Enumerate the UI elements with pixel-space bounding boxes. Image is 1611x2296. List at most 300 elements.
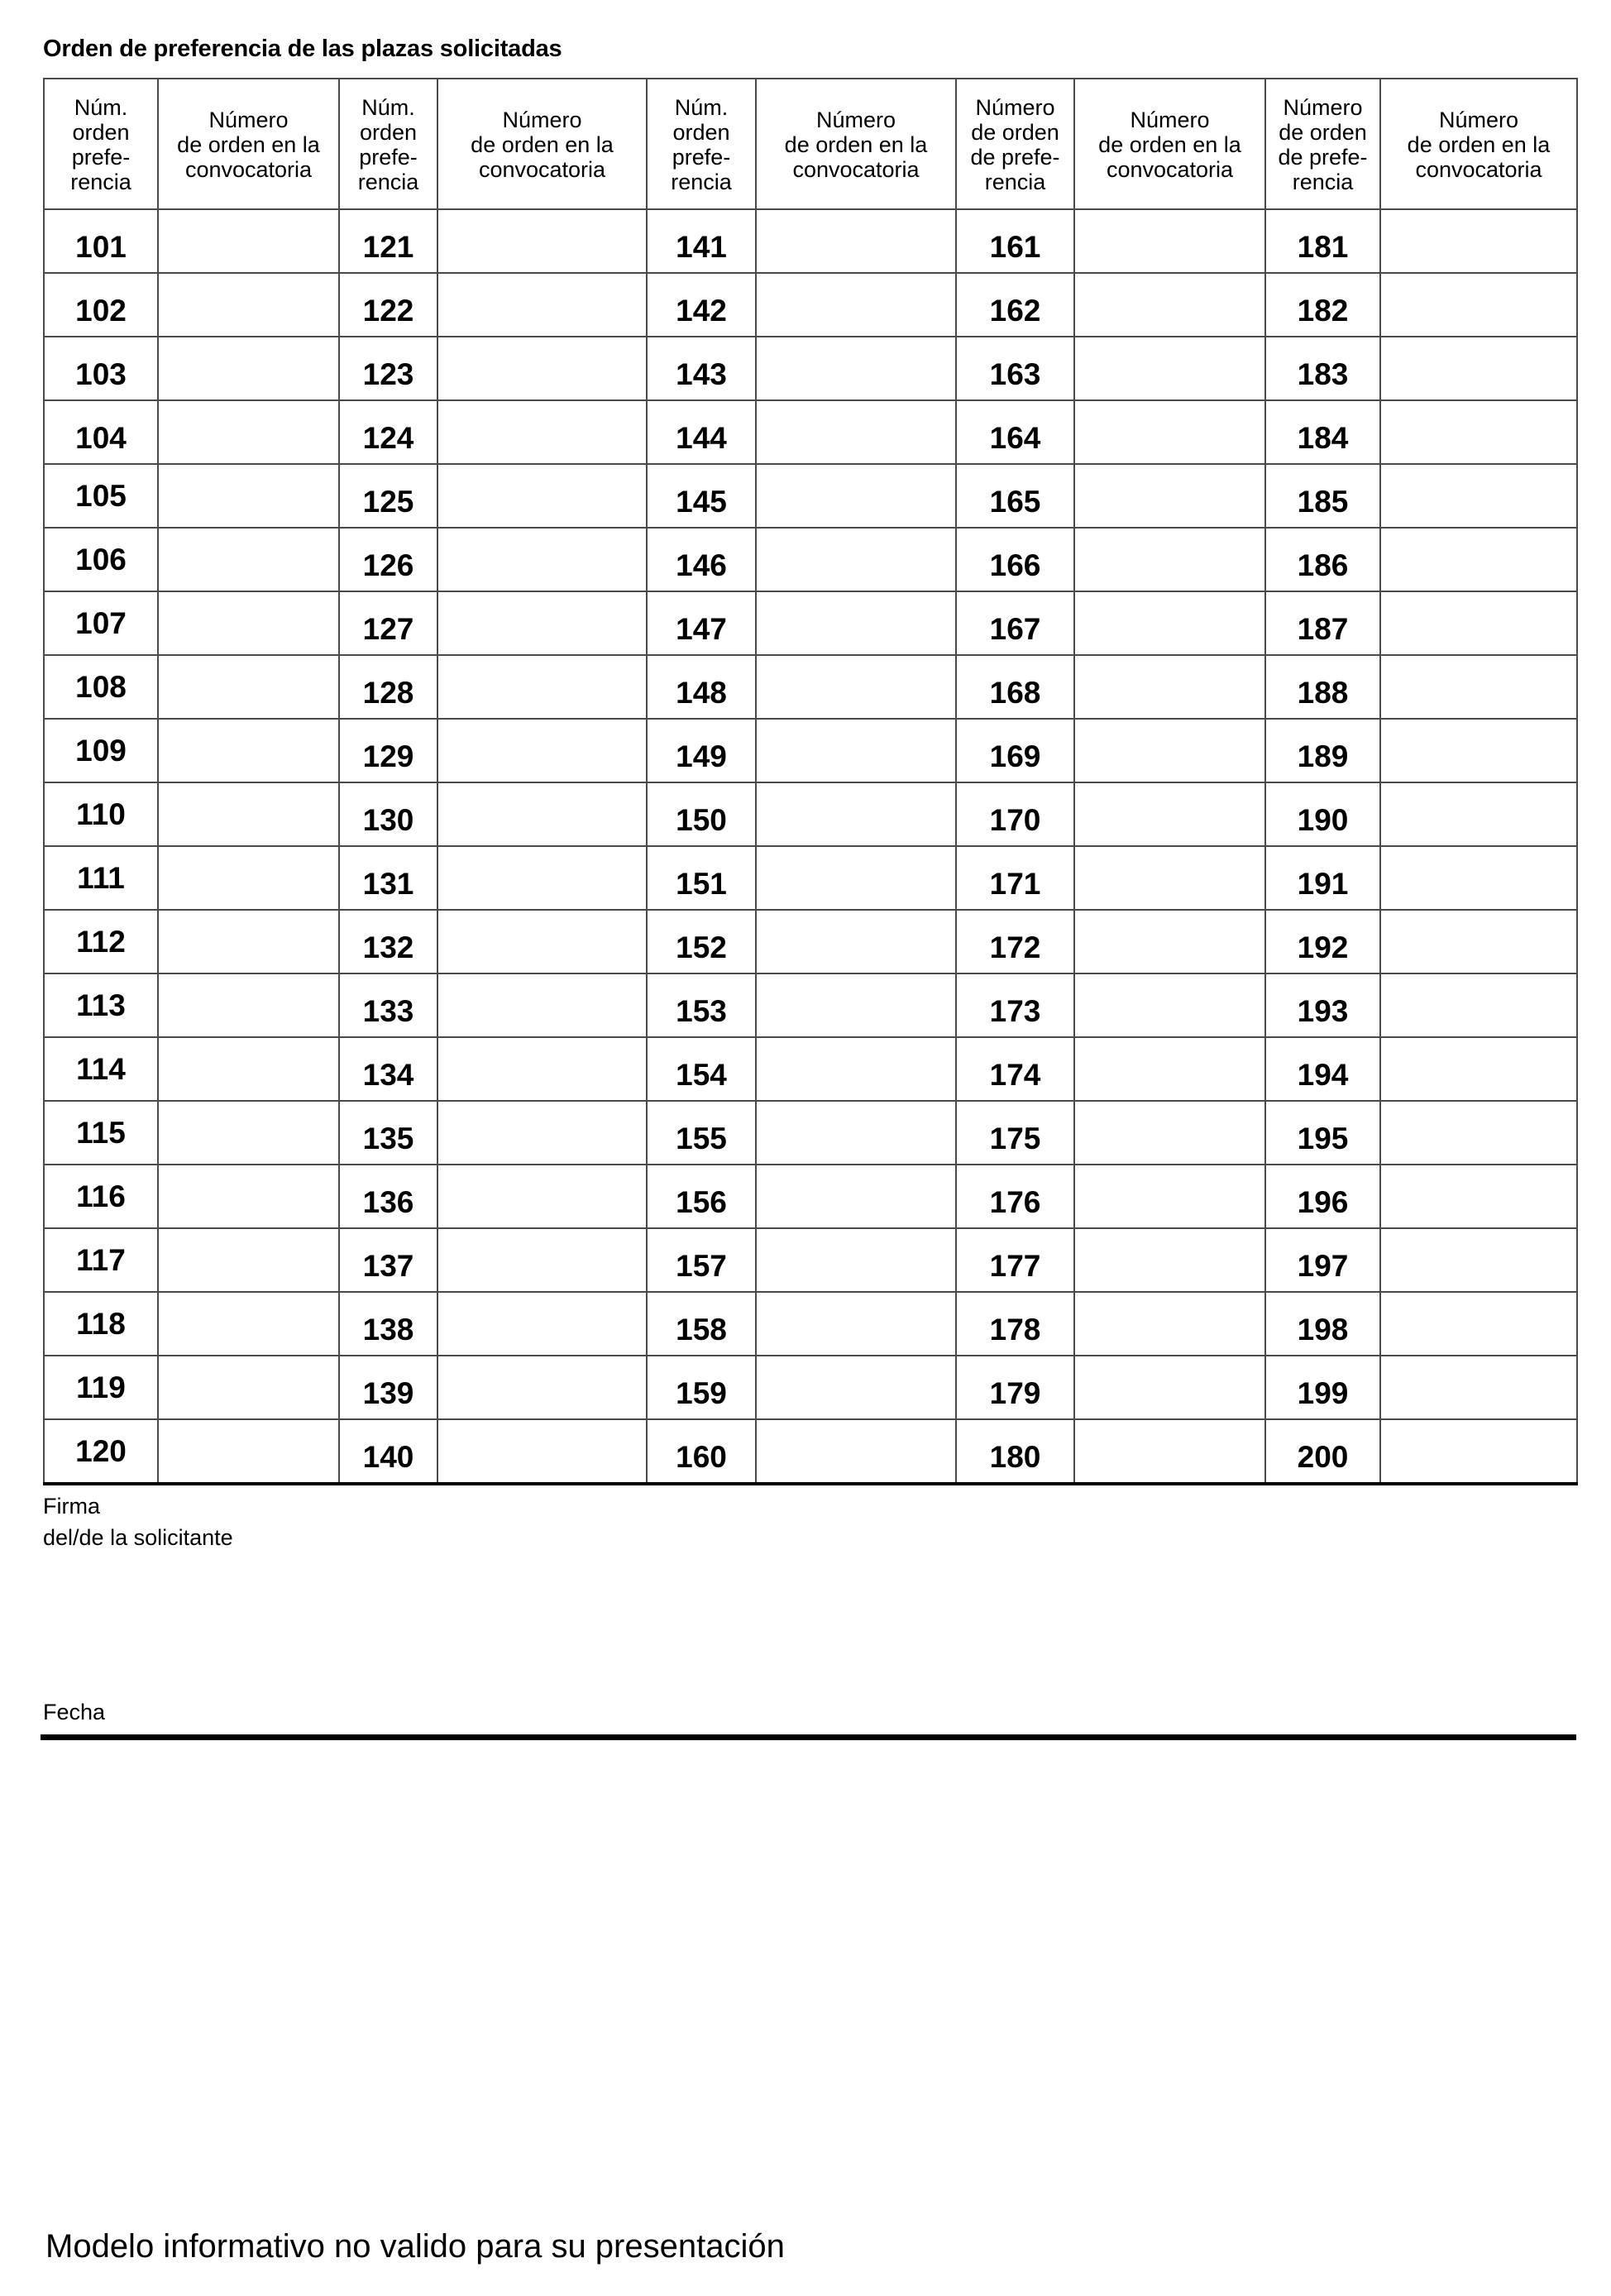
- preference-number: 156: [676, 1184, 727, 1219]
- preference-number: 133: [362, 993, 414, 1028]
- preference-number: 109: [75, 733, 127, 768]
- header-line: de prefe-: [1278, 145, 1368, 170]
- call-order-number-field[interactable]: [437, 209, 647, 273]
- preference-number: 157: [676, 1248, 727, 1283]
- header-line: prefe-: [359, 145, 418, 170]
- header-call-order-number: [158, 79, 339, 209]
- call-order-number-field[interactable]: [1074, 1101, 1265, 1165]
- call-order-number-field[interactable]: [437, 719, 647, 782]
- preference-number: 196: [1297, 1184, 1349, 1219]
- preference-number-cell: [44, 1292, 158, 1356]
- header-line: Número: [1130, 108, 1210, 132]
- preference-number-cell: [339, 273, 437, 337]
- preference-number-cell: [956, 655, 1074, 719]
- preference-number: 155: [676, 1121, 727, 1155]
- preference-number-cell: [956, 591, 1074, 655]
- preference-number-cell: [1265, 1101, 1380, 1165]
- preference-number: 190: [1297, 802, 1349, 837]
- call-order-number-field[interactable]: [1074, 1165, 1265, 1228]
- header-line: Núm.: [74, 95, 128, 120]
- preference-number: 183: [1297, 356, 1349, 391]
- preference-number: 124: [362, 420, 414, 455]
- call-order-number-field[interactable]: [158, 910, 339, 973]
- preference-number: 145: [676, 484, 727, 519]
- preference-number-cell: [647, 1037, 756, 1101]
- header-line: convocatoria: [1415, 157, 1542, 182]
- preference-number: 172: [989, 930, 1041, 964]
- table-header-row: [44, 79, 1577, 209]
- preference-number: 140: [362, 1439, 414, 1474]
- preference-number: 126: [362, 548, 414, 582]
- preference-number: 118: [76, 1306, 126, 1341]
- preference-number: 120: [75, 1433, 127, 1468]
- table-row: [44, 337, 1577, 400]
- call-order-number-field[interactable]: [158, 655, 339, 719]
- preference-number: 199: [1297, 1375, 1349, 1410]
- preference-number-cell: [44, 846, 158, 910]
- preference-number-cell: [339, 1356, 437, 1419]
- call-order-number-field[interactable]: [1380, 719, 1577, 782]
- preference-number-cell: [44, 910, 158, 973]
- preference-number: 117: [76, 1242, 126, 1277]
- preference-number: 129: [362, 739, 414, 773]
- preference-number: 165: [989, 484, 1041, 519]
- call-order-number-field[interactable]: [437, 1292, 647, 1356]
- preference-number: 143: [676, 356, 727, 391]
- call-order-number-field[interactable]: [1380, 1101, 1577, 1165]
- call-order-number-field[interactable]: [756, 846, 956, 910]
- preference-number-cell: [44, 337, 158, 400]
- call-order-number-field[interactable]: [158, 1101, 339, 1165]
- preference-number: 147: [676, 611, 727, 646]
- table-row: [44, 1228, 1577, 1292]
- header-line: rencia: [671, 170, 732, 194]
- call-order-number-field[interactable]: [437, 910, 647, 973]
- preference-number-cell: [956, 400, 1074, 464]
- call-order-number-field[interactable]: [1074, 719, 1265, 782]
- call-order-number-field[interactable]: [1380, 209, 1577, 273]
- preference-number: 119: [76, 1370, 126, 1404]
- call-order-number-field[interactable]: [158, 209, 339, 273]
- call-order-number-field[interactable]: [756, 337, 956, 400]
- preference-number-cell: [956, 528, 1074, 591]
- call-order-number-field[interactable]: [1380, 591, 1577, 655]
- call-order-number-field[interactable]: [158, 1228, 339, 1292]
- call-order-number-field[interactable]: [756, 910, 956, 973]
- header-preference-order: [647, 79, 756, 209]
- preference-number: 115: [76, 1115, 126, 1150]
- call-order-number-field[interactable]: [1074, 591, 1265, 655]
- preference-number-cell: [956, 719, 1074, 782]
- preference-number: 148: [676, 675, 727, 710]
- preference-number-cell: [647, 591, 756, 655]
- call-order-number-field[interactable]: [437, 1165, 647, 1228]
- preference-number-cell: [1265, 400, 1380, 464]
- preference-number-cell: [1265, 973, 1380, 1037]
- preference-number: 187: [1297, 611, 1349, 646]
- call-order-number-field[interactable]: [437, 1419, 647, 1484]
- call-order-number-field[interactable]: [756, 1356, 956, 1419]
- call-order-number-field[interactable]: [437, 655, 647, 719]
- preference-number: 136: [362, 1184, 414, 1219]
- table-row: [44, 464, 1577, 528]
- header-line: de orden en la: [784, 132, 928, 157]
- call-order-number-field[interactable]: [1074, 528, 1265, 591]
- call-order-number-field[interactable]: [158, 1165, 339, 1228]
- preference-number: 185: [1297, 484, 1349, 519]
- call-order-number-field[interactable]: [756, 1228, 956, 1292]
- call-order-number-field[interactable]: [1074, 1356, 1265, 1419]
- preference-number-cell: [339, 464, 437, 528]
- preference-number-cell: [339, 591, 437, 655]
- preference-number-cell: [339, 400, 437, 464]
- preference-number-cell: [44, 719, 158, 782]
- call-order-number-field[interactable]: [1380, 1228, 1577, 1292]
- preference-number-cell: [956, 1292, 1074, 1356]
- call-order-number-field[interactable]: [1074, 1419, 1265, 1484]
- preference-number-cell: [647, 1419, 756, 1484]
- table-row: [44, 400, 1577, 464]
- call-order-number-field[interactable]: [756, 591, 956, 655]
- table-row: [44, 1356, 1577, 1419]
- preference-number-cell: [956, 910, 1074, 973]
- preference-number: 151: [676, 866, 727, 901]
- preference-number-cell: [1265, 1292, 1380, 1356]
- preference-number-cell: [956, 464, 1074, 528]
- call-order-number-field[interactable]: [437, 1356, 647, 1419]
- preference-number-cell: [339, 337, 437, 400]
- preference-number: 130: [362, 802, 414, 837]
- preference-number: 167: [989, 611, 1041, 646]
- preference-number: 141: [676, 229, 727, 264]
- preference-number-cell: [44, 591, 158, 655]
- preference-number-cell: [339, 782, 437, 846]
- call-order-number-field[interactable]: [1380, 273, 1577, 337]
- call-order-number-field[interactable]: [1380, 1165, 1577, 1228]
- preference-number-cell: [1265, 209, 1380, 273]
- header-line: Número: [502, 108, 582, 132]
- preference-number: 175: [989, 1121, 1041, 1155]
- preference-number: 188: [1297, 675, 1349, 710]
- call-order-number-field[interactable]: [437, 1228, 647, 1292]
- call-order-number-field[interactable]: [1074, 655, 1265, 719]
- header-call-order-number: [437, 79, 647, 209]
- preference-number-cell: [1265, 846, 1380, 910]
- header-line: orden: [672, 120, 730, 145]
- preference-number: 170: [989, 802, 1041, 837]
- preference-number: 122: [362, 293, 414, 328]
- header-call-order-number: [1074, 79, 1265, 209]
- call-order-number-field[interactable]: [1380, 528, 1577, 591]
- preference-number-cell: [339, 910, 437, 973]
- call-order-number-field[interactable]: [756, 400, 956, 464]
- table-row: [44, 1101, 1577, 1165]
- preference-number: 113: [76, 988, 126, 1022]
- preference-number-cell: [956, 846, 1074, 910]
- preference-number: 137: [362, 1248, 414, 1283]
- preference-number: 121: [362, 229, 414, 264]
- call-order-number-field[interactable]: [1380, 464, 1577, 528]
- preference-number-cell: [647, 973, 756, 1037]
- preference-number-cell: [647, 1356, 756, 1419]
- call-order-number-field[interactable]: [437, 1101, 647, 1165]
- call-order-number-field[interactable]: [1074, 910, 1265, 973]
- preference-number: 112: [76, 924, 126, 959]
- signature-label-line1: Firma: [43, 1494, 100, 1519]
- call-order-number-field[interactable]: [1074, 782, 1265, 846]
- preference-number: 166: [989, 548, 1041, 582]
- preference-number: 192: [1297, 930, 1349, 964]
- call-order-number-field[interactable]: [1380, 846, 1577, 910]
- header-line: rencia: [357, 170, 419, 194]
- call-order-number-field[interactable]: [756, 1037, 956, 1101]
- preference-number: 173: [989, 993, 1041, 1028]
- call-order-number-field[interactable]: [437, 591, 647, 655]
- call-order-number-field[interactable]: [437, 273, 647, 337]
- preference-number: 152: [676, 930, 727, 964]
- table-row: [44, 591, 1577, 655]
- call-order-number-field[interactable]: [756, 1101, 956, 1165]
- preference-number-cell: [647, 719, 756, 782]
- preference-number-cell: [647, 1292, 756, 1356]
- call-order-number-field[interactable]: [158, 1356, 339, 1419]
- preference-number: 160: [676, 1439, 727, 1474]
- preference-number: 171: [989, 866, 1041, 901]
- call-order-number-field[interactable]: [158, 273, 339, 337]
- preference-number: 131: [362, 866, 414, 901]
- preference-number-cell: [339, 209, 437, 273]
- preference-number: 142: [676, 293, 727, 328]
- preference-number: 146: [676, 548, 727, 582]
- date-divider: [41, 1734, 1576, 1740]
- preference-number: 200: [1297, 1439, 1349, 1474]
- preference-number-cell: [956, 1037, 1074, 1101]
- header-line: prefe-: [71, 145, 131, 170]
- call-order-number-field[interactable]: [158, 591, 339, 655]
- call-order-number-field[interactable]: [437, 528, 647, 591]
- call-order-number-field[interactable]: [158, 846, 339, 910]
- call-order-number-field[interactable]: [1074, 209, 1265, 273]
- table-body: [44, 209, 1577, 1484]
- call-order-number-field[interactable]: [1074, 337, 1265, 400]
- call-order-number-field[interactable]: [437, 782, 647, 846]
- preference-number-cell: [1265, 528, 1380, 591]
- table-row: [44, 910, 1577, 973]
- call-order-number-field[interactable]: [756, 782, 956, 846]
- header-preference-order: [44, 79, 158, 209]
- call-order-number-field[interactable]: [158, 400, 339, 464]
- preference-number-cell: [339, 655, 437, 719]
- header-preference-order: [1265, 79, 1380, 209]
- call-order-number-field[interactable]: [1380, 400, 1577, 464]
- call-order-number-field[interactable]: [1074, 846, 1265, 910]
- call-order-number-field[interactable]: [437, 464, 647, 528]
- call-order-number-field[interactable]: [158, 1292, 339, 1356]
- call-order-number-field[interactable]: [1380, 655, 1577, 719]
- header-line: Núm.: [674, 95, 729, 120]
- preference-number-cell: [1265, 910, 1380, 973]
- preference-number-cell: [339, 846, 437, 910]
- preference-number-cell: [647, 209, 756, 273]
- preference-number: 159: [676, 1375, 727, 1410]
- header-line: de orden: [971, 120, 1059, 145]
- call-order-number-field[interactable]: [1074, 400, 1265, 464]
- preference-number-cell: [647, 273, 756, 337]
- table-row: [44, 655, 1577, 719]
- table-row: [44, 973, 1577, 1037]
- call-order-number-field[interactable]: [437, 846, 647, 910]
- call-order-number-field[interactable]: [1074, 1292, 1265, 1356]
- preference-number-cell: [339, 1165, 437, 1228]
- preference-number-cell: [647, 337, 756, 400]
- call-order-number-field[interactable]: [437, 337, 647, 400]
- call-order-number-field[interactable]: [437, 973, 647, 1037]
- call-order-number-field[interactable]: [1380, 1037, 1577, 1101]
- call-order-number-field[interactable]: [1074, 464, 1265, 528]
- preference-number-cell: [339, 973, 437, 1037]
- table-row: [44, 1165, 1577, 1228]
- call-order-number-field[interactable]: [437, 400, 647, 464]
- preference-number: 162: [989, 293, 1041, 328]
- preference-number: 197: [1297, 1248, 1349, 1283]
- call-order-number-field[interactable]: [756, 719, 956, 782]
- call-order-number-field[interactable]: [756, 1419, 956, 1484]
- call-order-number-field[interactable]: [1380, 1292, 1577, 1356]
- preference-number-cell: [956, 1419, 1074, 1484]
- call-order-number-field[interactable]: [158, 528, 339, 591]
- preference-number-cell: [647, 400, 756, 464]
- preference-number: 174: [989, 1057, 1041, 1092]
- preference-number: 127: [362, 611, 414, 646]
- preference-number-cell: [44, 1228, 158, 1292]
- call-order-number-field[interactable]: [1380, 1419, 1577, 1484]
- call-order-number-field[interactable]: [756, 973, 956, 1037]
- preference-number-cell: [339, 1419, 437, 1484]
- call-order-number-field[interactable]: [158, 464, 339, 528]
- table-row: [44, 846, 1577, 910]
- preference-number-cell: [956, 1228, 1074, 1292]
- preference-number: 132: [362, 930, 414, 964]
- preference-number: 179: [989, 1375, 1041, 1410]
- call-order-number-field[interactable]: [756, 273, 956, 337]
- call-order-number-field[interactable]: [756, 1292, 956, 1356]
- preference-number-cell: [1265, 1356, 1380, 1419]
- preference-number-cell: [1265, 337, 1380, 400]
- call-order-number-field[interactable]: [1074, 1037, 1265, 1101]
- call-order-number-field[interactable]: [158, 782, 339, 846]
- preference-number: 106: [75, 542, 127, 576]
- call-order-number-field[interactable]: [756, 655, 956, 719]
- preference-number-cell: [1265, 655, 1380, 719]
- footer-notice: Modelo informativo no valido para su presentación: [45, 2228, 785, 2265]
- call-order-number-field[interactable]: [1074, 973, 1265, 1037]
- call-order-number-field[interactable]: [1380, 782, 1577, 846]
- call-order-number-field[interactable]: [1380, 910, 1577, 973]
- preference-number: 176: [989, 1184, 1041, 1219]
- preference-number-cell: [44, 464, 158, 528]
- preference-number: 158: [676, 1312, 727, 1347]
- preference-number-cell: [647, 1101, 756, 1165]
- header-line: de orden en la: [471, 132, 614, 157]
- preference-number: 123: [362, 356, 414, 391]
- call-order-number-field[interactable]: [158, 1037, 339, 1101]
- preference-number-cell: [44, 400, 158, 464]
- call-order-number-field[interactable]: [1380, 1356, 1577, 1419]
- call-order-number-field[interactable]: [756, 1165, 956, 1228]
- table-row: [44, 1419, 1577, 1484]
- preference-number: 198: [1297, 1312, 1349, 1347]
- preference-number-cell: [1265, 1419, 1380, 1484]
- preference-table: [43, 78, 1578, 1485]
- header-line: convocatoria: [478, 157, 606, 182]
- preference-number-cell: [44, 1356, 158, 1419]
- preference-number-cell: [1265, 1165, 1380, 1228]
- header-call-order-number: [756, 79, 956, 209]
- preference-number: 144: [676, 420, 727, 455]
- header-preference-order: [339, 79, 437, 209]
- preference-number-cell: [647, 846, 756, 910]
- header-line: Número: [815, 108, 896, 132]
- preference-number: 193: [1297, 993, 1349, 1028]
- preference-number: 101: [75, 229, 127, 264]
- preference-number-cell: [44, 655, 158, 719]
- call-order-number-field[interactable]: [158, 1419, 339, 1484]
- call-order-number-field[interactable]: [756, 464, 956, 528]
- header-line: prefe-: [672, 145, 731, 170]
- page-title: Orden de preferencia de las plazas solicitadas: [43, 36, 562, 62]
- preference-number: 182: [1297, 293, 1349, 328]
- preference-number: 186: [1297, 548, 1349, 582]
- preference-number: 107: [75, 605, 127, 640]
- preference-number: 128: [362, 675, 414, 710]
- call-order-number-field[interactable]: [437, 1037, 647, 1101]
- table-row: [44, 782, 1577, 846]
- table-row: [44, 528, 1577, 591]
- call-order-number-field[interactable]: [158, 337, 339, 400]
- call-order-number-field[interactable]: [158, 973, 339, 1037]
- preference-number-cell: [44, 1419, 158, 1484]
- call-order-number-field[interactable]: [158, 719, 339, 782]
- header-line: de orden: [1279, 120, 1367, 145]
- signature-label: [43, 1490, 233, 1553]
- call-order-number-field[interactable]: [1074, 273, 1265, 337]
- header-line: de orden en la: [1098, 132, 1241, 157]
- signature-label-line2: del/de la solicitante: [43, 1525, 233, 1550]
- call-order-number-field[interactable]: [756, 528, 956, 591]
- preference-number: 108: [75, 669, 127, 704]
- header-line: orden: [72, 120, 130, 145]
- preference-number-cell: [956, 1356, 1074, 1419]
- header-line: convocatoria: [1106, 157, 1234, 182]
- preference-number: 114: [76, 1051, 126, 1086]
- preference-number-cell: [1265, 273, 1380, 337]
- preference-number-cell: [44, 209, 158, 273]
- header-line: Número: [975, 95, 1055, 120]
- preference-number-cell: [44, 273, 158, 337]
- preference-number-cell: [956, 1165, 1074, 1228]
- preference-number-cell: [647, 910, 756, 973]
- call-order-number-field[interactable]: [1380, 973, 1577, 1037]
- call-order-number-field[interactable]: [1380, 337, 1577, 400]
- preference-number: 102: [75, 293, 127, 328]
- preference-number: 134: [362, 1057, 414, 1092]
- preference-number: 161: [989, 229, 1041, 264]
- call-order-number-field[interactable]: [756, 209, 956, 273]
- header-preference-order: [956, 79, 1074, 209]
- preference-number: 194: [1297, 1057, 1349, 1092]
- call-order-number-field[interactable]: [1074, 1228, 1265, 1292]
- preference-number-cell: [1265, 782, 1380, 846]
